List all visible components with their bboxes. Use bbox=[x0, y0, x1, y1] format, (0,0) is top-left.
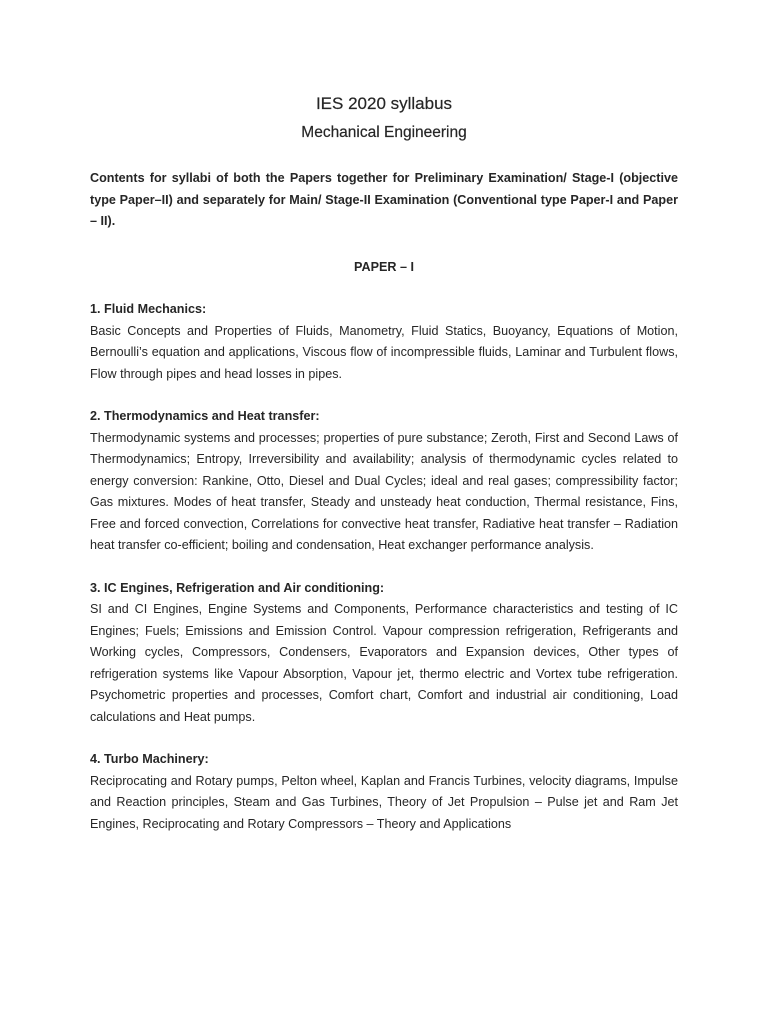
section-ic-engines bbox=[90, 578, 678, 729]
section-body: SI and CI Engines, Engine Systems and Components, Performance characteristics and testing of IC Engines; Fuels; Emissions and Emission Control. Vapour compression refrigeration, Refrigerants and Working cycles, Compressors, Condensers, Evaporators and Expansion devices, Other types of refrigeration systems like Vapour Absorption, Vapour jet, thermo electric and Vortex tube refrigeration. Psychometric properties and processes, Comfort chart, Comfort and industrial air conditioning, Load calculations and Heat pumps. bbox=[90, 602, 678, 724]
section-heading: 2. Thermodynamics and Heat transfer: bbox=[90, 409, 320, 423]
section-turbo-machinery bbox=[90, 749, 678, 835]
section-body: Basic Concepts and Properties of Fluids, Manometry, Fluid Statics, Buoyancy, Equations of Motion, Bernoulli’s equation and applications, Viscous flow of incompressible fluids, Laminar and Turbulent flows, Flow through pipes and head losses in pipes. bbox=[90, 323, 678, 381]
section-body: Reciprocating and Rotary pumps, Pelton wheel, Kaplan and Francis Turbines, velocity diagrams, Impulse and Reaction principles, Steam and Gas Turbines, Theory of Jet Propulsion – Pulse jet and Ram Jet Engines, Reciprocating and Rotary Compressors – Theory and Applications bbox=[90, 773, 678, 831]
section-body: Thermodynamic systems and processes; properties of pure substance; Zeroth, First and Second Laws of Thermodynamics; Entropy, Irreversibility and availability; analysis of thermodynamic cycles related to energy conversion: Rankine, Otto, Diesel and Dual Cycles; ideal and real gases; compressibility factor; Gas mixtures. Modes of heat transfer, Steady and unsteady heat conduction, Thermal resistance, Fins, Free and forced convection, Correlations for convective heat transfer, Radiative heat transfer – Radiation heat transfer co-efficient; boiling and condensation, Heat exchanger performance analysis. bbox=[90, 430, 678, 552]
section-heading: 4. Turbo Machinery: bbox=[90, 752, 209, 766]
section-fluid-mechanics bbox=[90, 299, 678, 385]
section-heading: 3. IC Engines, Refrigeration and Air conditioning: bbox=[90, 580, 385, 595]
paper-label: PAPER – I bbox=[354, 259, 414, 274]
document-subtitle: Mechanical Engineering bbox=[301, 124, 467, 141]
section-heading: 1. Fluid Mechanics: bbox=[90, 302, 207, 316]
section-thermodynamics bbox=[90, 406, 678, 557]
intro-paragraph: Contents for syllabi of both the Papers together for Preliminary Examination/ Stage-I (objective type Paper–II) and separately for Main/ Stage-II Examination (Conventional type Paper-I and Paper – II). bbox=[90, 171, 678, 228]
document-title: IES 2020 syllabus bbox=[315, 94, 453, 113]
